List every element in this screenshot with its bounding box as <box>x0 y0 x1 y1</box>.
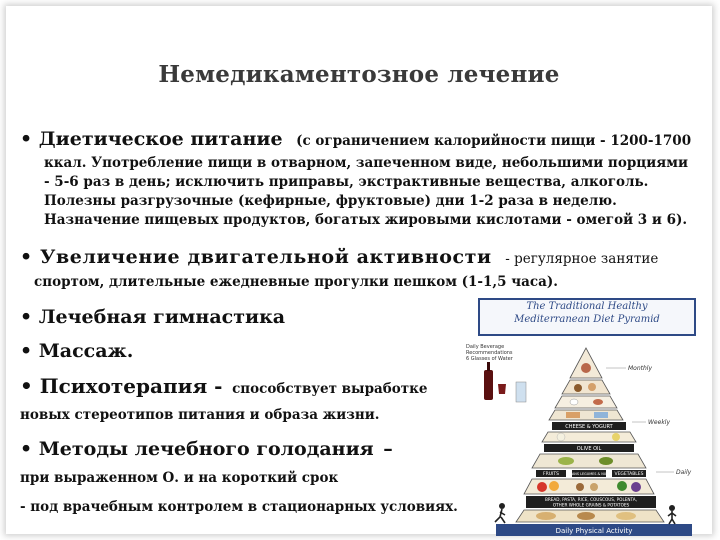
pyramid-tier-oil <box>532 454 646 468</box>
slide <box>6 6 712 534</box>
runner-icon <box>499 503 505 509</box>
diet-line: ккал. Употребление пищи в отварном, запеченном виде, небольшими порциями <box>44 155 688 171</box>
pyramid-label-veg: VEGETABLES <box>614 472 644 477</box>
diet-line: Назначение пищевых продуктов, богатых жировыми кислотами - омегой 3 и 6). <box>44 212 688 228</box>
activity-bullet: • Увеличение двигательной активности <box>20 246 492 268</box>
pyramid-tier-poultry <box>549 410 623 420</box>
fasting-item: • Методы лечебного голодания <box>20 438 374 460</box>
wine-bottle-icon <box>484 370 493 400</box>
psycho-item: • Психотерапия - <box>20 374 223 398</box>
diet-intro: (с ограничением калорийности пищи - 1200-1700 <box>296 133 692 149</box>
fasting-row <box>20 438 393 460</box>
diet-line: Полезны разгрузочные (кефирные, фруктовые) дни 1-2 раза в неделю. <box>44 193 617 209</box>
diet-bullet: • Диетическое питание <box>20 128 283 150</box>
pyramid-label-grains: OTHER WHOLE GRAINS & POTATOES <box>552 502 630 508</box>
pyramid-graphic <box>456 296 696 536</box>
walker-icon <box>669 505 675 511</box>
wine-glass-icon <box>498 384 506 394</box>
pyramid-tier-sweets <box>562 380 610 394</box>
activity-line2: спортом, длительные ежедневные прогулки пешком (1-1,5 часа). <box>34 274 558 290</box>
pyramid-label-olive: OLIVE OIL <box>576 446 602 452</box>
pyramid-side-note-3: 6 Glasses of Water <box>466 356 513 362</box>
pyramid-label-cheese: CHEESE & YOGURT <box>565 424 613 430</box>
page-title: Немедикаментозное лечение <box>158 61 560 88</box>
pyramid-side-note-2: Recommendations <box>466 350 513 356</box>
pyramid-tier-dairy <box>542 432 636 442</box>
diet-details <box>44 154 700 230</box>
pyramid-tier-eggs <box>555 396 617 408</box>
gym-item: • Лечебная гимнастика <box>20 306 286 328</box>
pyramid-label-beans: BEANS LEGUMES & NUTS <box>567 472 611 476</box>
pyramid-label-fruits: FRUITS <box>543 472 559 477</box>
activity-heading-row <box>20 246 700 268</box>
pyramid-title-line2: Mediterranean Diet Pyramid <box>514 314 660 325</box>
diet-line: - 5-6 раз в день; исключить приправы, экстрактивные вещества, алкоголь. <box>44 174 649 190</box>
pyramid-label-weekly: Weekly <box>648 419 671 426</box>
massage-item: • Массаж. <box>20 340 134 362</box>
pyramid-title-line1: The Traditional Healthy <box>526 301 648 312</box>
pyramid-label-daily: Daily <box>676 469 692 476</box>
diet-heading-row <box>20 128 691 150</box>
fasting-line2: при выраженном О. и на короткий срок <box>20 470 339 486</box>
water-glass-icon <box>516 382 526 402</box>
pyramid-side-note-1: Daily Beverage <box>466 344 505 350</box>
pyramid-label-bread: BREAD, PASTA, RICE, COUSCOUS, POLENTA, <box>544 497 638 502</box>
diet-pyramid-image <box>456 296 696 536</box>
pyramid-label-monthly: Monthly <box>628 365 653 372</box>
psycho-line2: новых стереотипов питания и образа жизни. <box>20 407 380 423</box>
activity-dash: - регулярное занятие <box>505 251 659 267</box>
psycho-note: способствует выработке <box>232 381 428 397</box>
psycho-row <box>20 374 427 398</box>
fasting-dash: – <box>383 438 393 460</box>
pyramid-label-activity: Daily Physical Activity <box>555 527 633 535</box>
fasting-line3: - под врачебным контролем в стационарных условиях. <box>20 499 458 515</box>
